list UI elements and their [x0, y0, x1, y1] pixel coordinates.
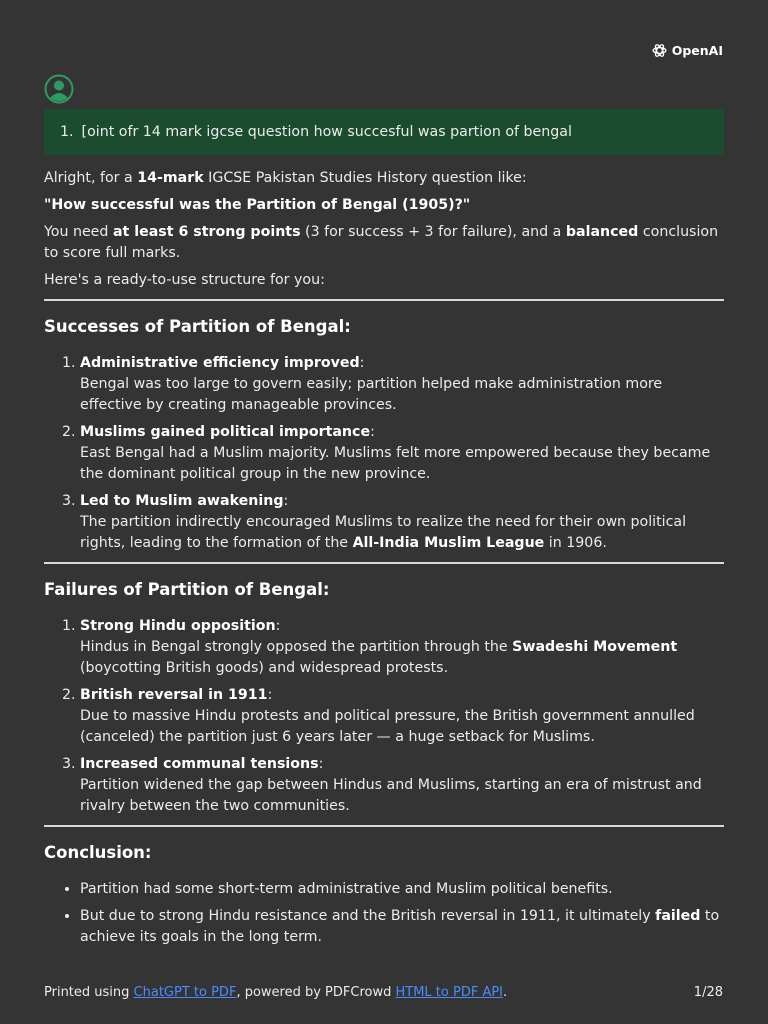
item-body: Bengal was too large to govern easily; partition helped make administration more effective by creating manageable provinces.: [80, 376, 663, 413]
item-body: The partition indirectly encouraged Muslims to realize the need for their own political rights, leading to the formation of the: [80, 514, 687, 551]
bold-text: balanced: [565, 224, 639, 240]
text: Printed using: [44, 985, 134, 1000]
html-to-pdf-api-link[interactable]: HTML to PDF API: [395, 985, 504, 1000]
conclusion-list: [44, 879, 724, 948]
item-body: Hindus in Bengal strongly opposed the partition through the: [80, 639, 513, 655]
requirements-paragraph: [44, 222, 724, 264]
divider: [44, 299, 724, 301]
item-body: East Bengal had a Muslim majority. Muslims felt more empowered because they became the dominant political group in the new province.: [80, 445, 711, 482]
text: Alright, for a: [44, 170, 138, 186]
item-title: Increased communal tensions: [80, 756, 319, 772]
failures-list: [44, 616, 724, 817]
list-item: [80, 906, 724, 948]
item-title: Led to Muslim awakening: [80, 493, 284, 509]
text: in 1906.: [544, 535, 607, 551]
item-title: Administrative efficiency improved: [80, 355, 360, 371]
list-item: 1. Strong Hindu opposition: Hindus in Bengal strongly opposed the partition through the Swadeshi Movement (boycotting British goods) and widespread protests.: [80, 616, 724, 679]
text: .: [503, 985, 508, 1000]
page-footer: [44, 982, 723, 1003]
intro-paragraph: [44, 168, 724, 189]
item-title: Strong Hindu opposition: [80, 618, 276, 634]
bold-text: failed: [655, 908, 701, 924]
bold-text: at least 6 strong points: [112, 224, 301, 240]
page-number: 1/28: [693, 985, 723, 1000]
user-message-number: 1.: [60, 123, 74, 140]
item-title: British reversal in 1911: [80, 687, 268, 703]
successes-heading: Successes of Partition of Bengal:: [44, 317, 351, 336]
successes-list: [44, 353, 724, 554]
failures-heading: Failures of Partition of Bengal:: [44, 580, 330, 599]
chatgpt-to-pdf-link[interactable]: ChatGPT to PDF: [133, 985, 237, 1000]
text: IGCSE Pakistan Studies History question like:: [203, 170, 527, 186]
question-text: "How successful was the Partition of Bengal (1905)?": [44, 197, 471, 213]
printed-note: [44, 982, 507, 1003]
user-message-text: [oint ofr 14 mark igcse question how succesful was partion of bengal: [81, 123, 572, 140]
text: conclusion to score full marks.: [44, 224, 719, 261]
text: to achieve its goals in the long term.: [80, 908, 720, 945]
text: (boycotting British goods) and widespread protests.: [80, 660, 449, 676]
item-body: Due to massive Hindu protests and political pressure, the British government annulled (canceled) the partition just 6 years later — a huge setback for Muslims.: [80, 708, 695, 745]
user-avatar-icon: [44, 74, 74, 104]
question-line: [44, 195, 724, 216]
bold-text: Swadeshi Movement: [512, 639, 678, 655]
item-title: Muslims gained political importance: [80, 424, 371, 440]
divider: [44, 562, 724, 564]
text: (3 for success + 3 for failure), and a: [300, 224, 566, 240]
list-item: 3. Led to Muslim awakening: The partition indirectly encouraged Muslims to realize the need for their own political rights, leading to the formation of the All-India Muslim League in 1906.: [80, 491, 724, 554]
list-item: 1. Administrative efficiency improved: Bengal was too large to govern easily; partition helped make administration more effective by creating manageable provinces.: [80, 353, 724, 416]
list-item: 3. Increased communal tensions: Partition widened the gap between Hindus and Muslims, starting an era of mistrust and rivalry between the two communities.: [80, 754, 724, 817]
structure-intro: Here's a ready-to-use structure for you:: [44, 272, 325, 288]
text: , powered by PDFCrowd: [236, 985, 396, 1000]
openai-logo: [651, 40, 723, 61]
bold-text: All-India Muslim League: [352, 535, 545, 551]
brand-name: OpenAI: [671, 43, 723, 58]
text: But due to strong Hindu resistance and the British reversal in 1911, it ultimately: [80, 908, 656, 924]
list-item: 2. Muslims gained political importance: East Bengal had a Muslim majority. Muslims felt more empowered because they became the dominant political group in the new province.: [80, 422, 724, 485]
assistant-response: [44, 168, 724, 954]
item-body: Partition widened the gap between Hindus and Muslims, starting an era of mistrust and rivalry between the two communities.: [80, 777, 702, 814]
bold-text: 14-mark: [137, 170, 204, 186]
text: You need: [44, 224, 113, 240]
conclusion-heading: Conclusion:: [44, 843, 152, 862]
openai-icon: [651, 42, 668, 59]
divider: [44, 825, 724, 827]
user-message: [44, 109, 724, 155]
list-item: 2. British reversal in 1911: Due to massive Hindu protests and political pressure, the British government annulled (canceled) the partition just 6 years later — a huge setback for Muslims.: [80, 685, 724, 748]
list-item: • Partition had some short-term administrative and Muslim political benefits.: [80, 879, 724, 900]
